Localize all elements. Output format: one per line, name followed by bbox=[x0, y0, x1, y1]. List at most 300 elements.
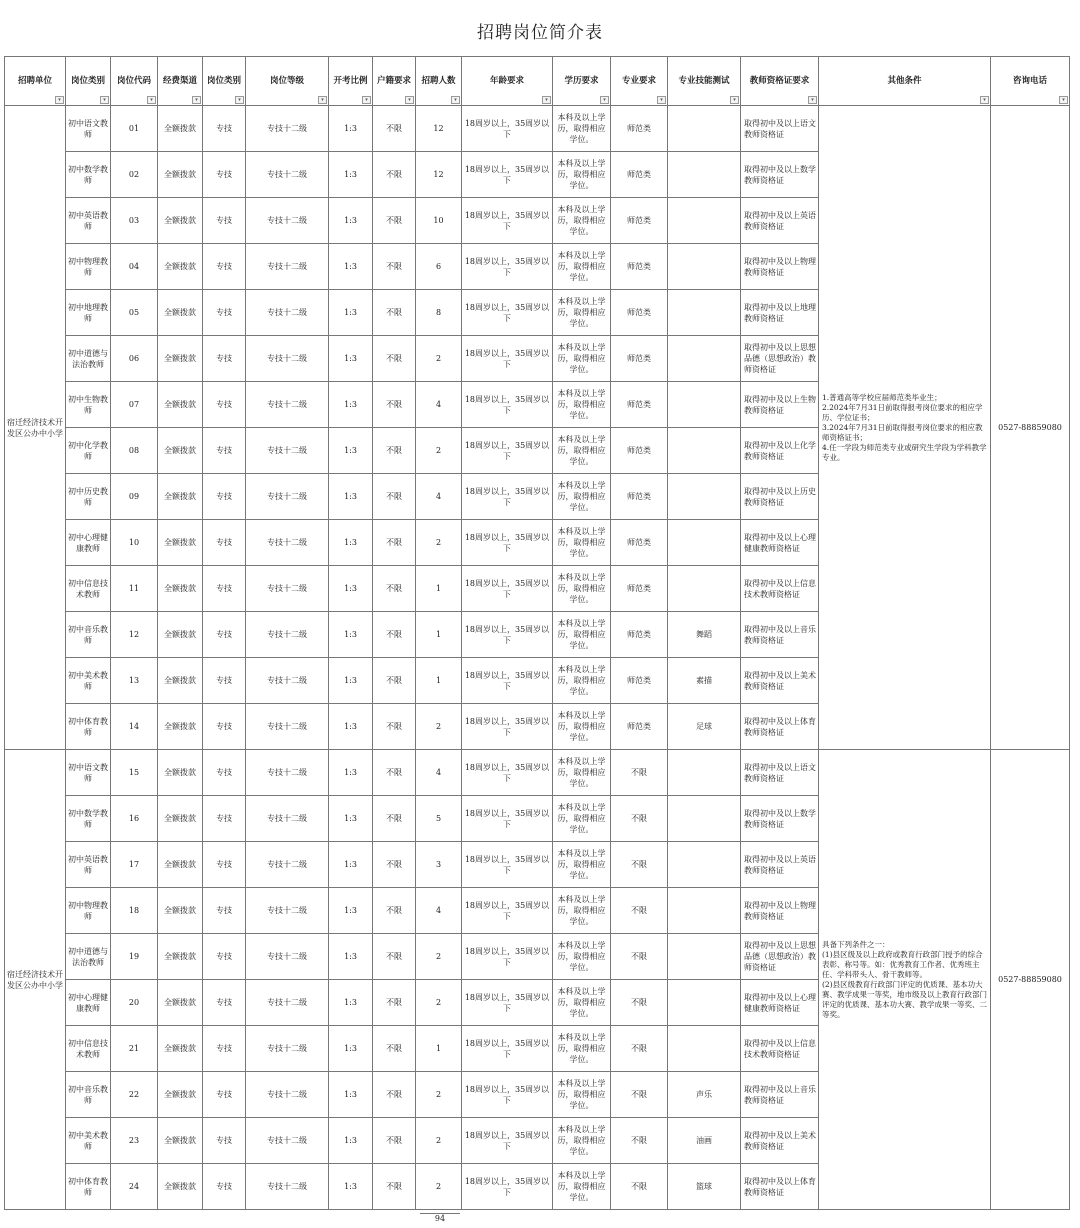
recruitment-table bbox=[4, 56, 1070, 1210]
certificate-cell: 取得初中及以上体育教师资格证 bbox=[741, 1164, 819, 1210]
exam-ratio-cell: 1:3 bbox=[329, 750, 373, 796]
education-cell: 本科及以上学历，取得相应学位。 bbox=[553, 382, 611, 428]
major-cell: 不限 bbox=[611, 980, 668, 1026]
col-header[interactable]: 户籍要求 ▾ bbox=[373, 57, 416, 106]
exam-ratio-cell: 1:3 bbox=[329, 934, 373, 980]
exam-ratio-cell: 1:3 bbox=[329, 1026, 373, 1072]
education-cell: 本科及以上学历，取得相应学位。 bbox=[553, 198, 611, 244]
phone-cell: 0527-88859080 bbox=[991, 750, 1070, 1210]
huji-cell: 不限 bbox=[373, 198, 416, 244]
exam-ratio-cell: 1:3 bbox=[329, 1072, 373, 1118]
post-type-cell: 专技 bbox=[203, 474, 246, 520]
post-type-cell: 专技 bbox=[203, 980, 246, 1026]
headcount-cell: 5 bbox=[416, 796, 462, 842]
post-level-cell: 专技十二级 bbox=[246, 382, 329, 428]
headcount-cell: 2 bbox=[416, 1164, 462, 1210]
major-cell: 师范类 bbox=[611, 290, 668, 336]
huji-cell: 不限 bbox=[373, 106, 416, 152]
post-level-cell: 专技十二级 bbox=[246, 796, 329, 842]
post-name-cell: 初中音乐教师 bbox=[66, 612, 111, 658]
post-level-cell: 专技十二级 bbox=[246, 520, 329, 566]
exam-ratio-cell: 1:3 bbox=[329, 566, 373, 612]
post-name-cell: 初中数学教师 bbox=[66, 152, 111, 198]
funding-cell: 全额拨款 bbox=[158, 750, 203, 796]
col-header[interactable]: 其他条件 ▾ bbox=[819, 57, 991, 106]
post-code-cell: 17 bbox=[111, 842, 158, 888]
exam-ratio-cell: 1:3 bbox=[329, 658, 373, 704]
headcount-cell: 6 bbox=[416, 244, 462, 290]
post-level-cell: 专技十二级 bbox=[246, 612, 329, 658]
certificate-cell: 取得初中及以上英语教师资格证 bbox=[741, 198, 819, 244]
education-cell: 本科及以上学历，取得相应学位。 bbox=[553, 1164, 611, 1210]
major-cell: 师范类 bbox=[611, 474, 668, 520]
post-type-cell: 专技 bbox=[203, 566, 246, 612]
skill-test-cell bbox=[668, 842, 741, 888]
funding-cell: 全额拨款 bbox=[158, 244, 203, 290]
exam-ratio-cell: 1:3 bbox=[329, 336, 373, 382]
post-code-cell: 19 bbox=[111, 934, 158, 980]
post-level-cell: 专技十二级 bbox=[246, 198, 329, 244]
skill-test-cell bbox=[668, 198, 741, 244]
skill-test-cell bbox=[668, 428, 741, 474]
unit-cell: 宿迁经济技术开发区公办中小学 bbox=[5, 106, 66, 750]
filter-dropdown-icon[interactable]: ▾ bbox=[318, 96, 327, 104]
funding-cell: 全额拨款 bbox=[158, 152, 203, 198]
post-code-cell: 10 bbox=[111, 520, 158, 566]
age-cell: 18周岁以上，35周岁以下 bbox=[462, 1026, 553, 1072]
headcount-cell: 12 bbox=[416, 106, 462, 152]
post-code-cell: 05 bbox=[111, 290, 158, 336]
major-cell: 师范类 bbox=[611, 244, 668, 290]
post-code-cell: 15 bbox=[111, 750, 158, 796]
header-row bbox=[5, 57, 1070, 106]
age-cell: 18周岁以上，35周岁以下 bbox=[462, 658, 553, 704]
age-cell: 18周岁以上，35周岁以下 bbox=[462, 1072, 553, 1118]
age-cell: 18周岁以上，35周岁以下 bbox=[462, 704, 553, 750]
post-code-cell: 23 bbox=[111, 1118, 158, 1164]
huji-cell: 不限 bbox=[373, 1026, 416, 1072]
skill-test-cell: 素描 bbox=[668, 658, 741, 704]
post-code-cell: 06 bbox=[111, 336, 158, 382]
skill-test-cell bbox=[668, 244, 741, 290]
col-header[interactable]: 专业要求 ▾ bbox=[611, 57, 668, 106]
skill-test-cell bbox=[668, 152, 741, 198]
filter-dropdown-icon[interactable]: ▾ bbox=[600, 96, 609, 104]
post-code-cell: 18 bbox=[111, 888, 158, 934]
headcount-cell: 4 bbox=[416, 474, 462, 520]
funding-cell: 全额拨款 bbox=[158, 336, 203, 382]
education-cell: 本科及以上学历，取得相应学位。 bbox=[553, 934, 611, 980]
headcount-cell: 2 bbox=[416, 980, 462, 1026]
filter-dropdown-icon[interactable]: ▾ bbox=[100, 96, 109, 104]
col-header[interactable]: 招聘人数 ▾ bbox=[416, 57, 462, 106]
post-name-cell: 初中语文教师 bbox=[66, 750, 111, 796]
headcount-cell: 4 bbox=[416, 382, 462, 428]
post-code-cell: 03 bbox=[111, 198, 158, 244]
headcount-cell: 2 bbox=[416, 428, 462, 474]
post-type-cell: 专技 bbox=[203, 842, 246, 888]
headcount-cell: 1 bbox=[416, 612, 462, 658]
table-row[interactable] bbox=[5, 750, 1070, 796]
huji-cell: 不限 bbox=[373, 428, 416, 474]
post-level-cell: 专技十二级 bbox=[246, 566, 329, 612]
certificate-cell: 取得初中及以上生物教师资格证 bbox=[741, 382, 819, 428]
post-type-cell: 专技 bbox=[203, 290, 246, 336]
post-code-cell: 12 bbox=[111, 612, 158, 658]
headcount-cell: 2 bbox=[416, 1072, 462, 1118]
funding-cell: 全额拨款 bbox=[158, 106, 203, 152]
exam-ratio-cell: 1:3 bbox=[329, 612, 373, 658]
education-cell: 本科及以上学历，取得相应学位。 bbox=[553, 290, 611, 336]
post-name-cell: 初中生物教师 bbox=[66, 382, 111, 428]
col-header[interactable]: 招聘单位 ▾ bbox=[5, 57, 66, 106]
post-type-cell: 专技 bbox=[203, 106, 246, 152]
exam-ratio-cell: 1:3 bbox=[329, 106, 373, 152]
skill-test-cell: 声乐 bbox=[668, 1072, 741, 1118]
age-cell: 18周岁以上，35周岁以下 bbox=[462, 1164, 553, 1210]
age-cell: 18周岁以上，35周岁以下 bbox=[462, 474, 553, 520]
post-name-cell: 初中历史教师 bbox=[66, 474, 111, 520]
post-level-cell: 专技十二级 bbox=[246, 934, 329, 980]
filter-dropdown-icon[interactable]: ▾ bbox=[405, 96, 414, 104]
education-cell: 本科及以上学历，取得相应学位。 bbox=[553, 658, 611, 704]
skill-test-cell bbox=[668, 1026, 741, 1072]
major-cell: 不限 bbox=[611, 1164, 668, 1210]
headcount-cell: 2 bbox=[416, 336, 462, 382]
education-cell: 本科及以上学历，取得相应学位。 bbox=[553, 152, 611, 198]
education-cell: 本科及以上学历，取得相应学位。 bbox=[553, 980, 611, 1026]
huji-cell: 不限 bbox=[373, 888, 416, 934]
post-type-cell: 专技 bbox=[203, 612, 246, 658]
post-level-cell: 专技十二级 bbox=[246, 1164, 329, 1210]
headcount-cell: 8 bbox=[416, 290, 462, 336]
col-header[interactable]: 年龄要求 ▾ bbox=[462, 57, 553, 106]
col-header[interactable]: 岗位类别 ▾ bbox=[203, 57, 246, 106]
education-cell: 本科及以上学历，取得相应学位。 bbox=[553, 750, 611, 796]
funding-cell: 全额拨款 bbox=[158, 842, 203, 888]
col-header[interactable]: 专业技能测试 ▾ bbox=[668, 57, 741, 106]
funding-cell: 全额拨款 bbox=[158, 290, 203, 336]
exam-ratio-cell: 1:3 bbox=[329, 704, 373, 750]
certificate-cell: 取得初中及以上音乐教师资格证 bbox=[741, 1072, 819, 1118]
huji-cell: 不限 bbox=[373, 750, 416, 796]
post-name-cell: 初中地理教师 bbox=[66, 290, 111, 336]
huji-cell: 不限 bbox=[373, 520, 416, 566]
filter-dropdown-icon[interactable]: ▾ bbox=[362, 96, 371, 104]
post-name-cell: 初中英语教师 bbox=[66, 842, 111, 888]
funding-cell: 全额拨款 bbox=[158, 658, 203, 704]
funding-cell: 全额拨款 bbox=[158, 382, 203, 428]
exam-ratio-cell: 1:3 bbox=[329, 796, 373, 842]
filter-dropdown-icon[interactable]: ▾ bbox=[235, 96, 244, 104]
skill-test-cell bbox=[668, 520, 741, 566]
skill-test-cell bbox=[668, 336, 741, 382]
headcount-cell: 10 bbox=[416, 198, 462, 244]
certificate-cell: 取得初中及以上化学教师资格证 bbox=[741, 428, 819, 474]
certificate-cell: 取得初中及以上语文教师资格证 bbox=[741, 750, 819, 796]
post-level-cell: 专技十二级 bbox=[246, 428, 329, 474]
skill-test-cell bbox=[668, 106, 741, 152]
huji-cell: 不限 bbox=[373, 934, 416, 980]
headcount-cell: 1 bbox=[416, 658, 462, 704]
post-code-cell: 02 bbox=[111, 152, 158, 198]
post-name-cell: 初中美术教师 bbox=[66, 1118, 111, 1164]
huji-cell: 不限 bbox=[373, 152, 416, 198]
huji-cell: 不限 bbox=[373, 704, 416, 750]
certificate-cell: 取得初中及以上思想品德（思想政治）教师资格证 bbox=[741, 934, 819, 980]
huji-cell: 不限 bbox=[373, 382, 416, 428]
age-cell: 18周岁以上，35周岁以下 bbox=[462, 934, 553, 980]
post-level-cell: 专技十二级 bbox=[246, 704, 329, 750]
post-level-cell: 专技十二级 bbox=[246, 106, 329, 152]
post-level-cell: 专技十二级 bbox=[246, 152, 329, 198]
headcount-cell: 2 bbox=[416, 520, 462, 566]
post-code-cell: 24 bbox=[111, 1164, 158, 1210]
post-name-cell: 初中化学教师 bbox=[66, 428, 111, 474]
col-header[interactable]: 学历要求 ▾ bbox=[553, 57, 611, 106]
col-header[interactable]: 岗位等级 ▾ bbox=[246, 57, 329, 106]
funding-cell: 全额拨款 bbox=[158, 888, 203, 934]
education-cell: 本科及以上学历，取得相应学位。 bbox=[553, 796, 611, 842]
post-type-cell: 专技 bbox=[203, 704, 246, 750]
exam-ratio-cell: 1:3 bbox=[329, 1164, 373, 1210]
post-name-cell: 初中体育教师 bbox=[66, 704, 111, 750]
huji-cell: 不限 bbox=[373, 566, 416, 612]
post-code-cell: 20 bbox=[111, 980, 158, 1026]
exam-ratio-cell: 1:3 bbox=[329, 244, 373, 290]
education-cell: 本科及以上学历，取得相应学位。 bbox=[553, 888, 611, 934]
education-cell: 本科及以上学历，取得相应学位。 bbox=[553, 842, 611, 888]
major-cell: 师范类 bbox=[611, 704, 668, 750]
age-cell: 18周岁以上，35周岁以下 bbox=[462, 244, 553, 290]
headcount-cell: 4 bbox=[416, 750, 462, 796]
post-name-cell: 初中物理教师 bbox=[66, 888, 111, 934]
age-cell: 18周岁以上，35周岁以下 bbox=[462, 336, 553, 382]
post-type-cell: 专技 bbox=[203, 934, 246, 980]
post-name-cell: 初中数学教师 bbox=[66, 796, 111, 842]
certificate-cell: 取得初中及以上音乐教师资格证 bbox=[741, 612, 819, 658]
post-name-cell: 初中信息技术教师 bbox=[66, 566, 111, 612]
skill-test-cell bbox=[668, 566, 741, 612]
post-code-cell: 22 bbox=[111, 1072, 158, 1118]
post-type-cell: 专技 bbox=[203, 1026, 246, 1072]
funding-cell: 全额拨款 bbox=[158, 428, 203, 474]
certificate-cell: 取得初中及以上思想品德（思想政治）教师资格证 bbox=[741, 336, 819, 382]
huji-cell: 不限 bbox=[373, 1164, 416, 1210]
major-cell: 师范类 bbox=[611, 382, 668, 428]
certificate-cell: 取得初中及以上数学教师资格证 bbox=[741, 796, 819, 842]
major-cell: 师范类 bbox=[611, 566, 668, 612]
post-name-cell: 初中语文教师 bbox=[66, 106, 111, 152]
post-level-cell: 专技十二级 bbox=[246, 750, 329, 796]
post-code-cell: 11 bbox=[111, 566, 158, 612]
huji-cell: 不限 bbox=[373, 474, 416, 520]
skill-test-cell bbox=[668, 980, 741, 1026]
education-cell: 本科及以上学历，取得相应学位。 bbox=[553, 612, 611, 658]
headcount-cell: 1 bbox=[416, 566, 462, 612]
certificate-cell: 取得初中及以上信息技术教师资格证 bbox=[741, 1026, 819, 1072]
post-name-cell: 初中英语教师 bbox=[66, 198, 111, 244]
major-cell: 师范类 bbox=[611, 336, 668, 382]
age-cell: 18周岁以上，35周岁以下 bbox=[462, 520, 553, 566]
major-cell: 不限 bbox=[611, 796, 668, 842]
certificate-cell: 取得初中及以上英语教师资格证 bbox=[741, 842, 819, 888]
skill-test-cell: 足球 bbox=[668, 704, 741, 750]
post-level-cell: 专技十二级 bbox=[246, 842, 329, 888]
huji-cell: 不限 bbox=[373, 290, 416, 336]
major-cell: 师范类 bbox=[611, 520, 668, 566]
funding-cell: 全额拨款 bbox=[158, 1072, 203, 1118]
certificate-cell: 取得初中及以上心理健康教师资格证 bbox=[741, 980, 819, 1026]
post-name-cell: 初中信息技术教师 bbox=[66, 1026, 111, 1072]
post-type-cell: 专技 bbox=[203, 244, 246, 290]
filter-dropdown-icon[interactable]: ▾ bbox=[1059, 96, 1068, 104]
post-level-cell: 专技十二级 bbox=[246, 658, 329, 704]
major-cell: 师范类 bbox=[611, 612, 668, 658]
filter-dropdown-icon[interactable]: ▾ bbox=[657, 96, 666, 104]
post-level-cell: 专技十二级 bbox=[246, 244, 329, 290]
headcount-cell: 3 bbox=[416, 842, 462, 888]
age-cell: 18周岁以上，35周岁以下 bbox=[462, 382, 553, 428]
exam-ratio-cell: 1:3 bbox=[329, 382, 373, 428]
post-name-cell: 初中物理教师 bbox=[66, 244, 111, 290]
certificate-cell: 取得初中及以上语文教师资格证 bbox=[741, 106, 819, 152]
huji-cell: 不限 bbox=[373, 980, 416, 1026]
age-cell: 18周岁以上，35周岁以下 bbox=[462, 842, 553, 888]
headcount-cell: 4 bbox=[416, 888, 462, 934]
post-level-cell: 专技十二级 bbox=[246, 474, 329, 520]
page-number: 94 bbox=[420, 1213, 460, 1223]
education-cell: 本科及以上学历，取得相应学位。 bbox=[553, 704, 611, 750]
skill-test-cell bbox=[668, 796, 741, 842]
certificate-cell: 取得初中及以上心理健康教师资格证 bbox=[741, 520, 819, 566]
huji-cell: 不限 bbox=[373, 658, 416, 704]
funding-cell: 全额拨款 bbox=[158, 198, 203, 244]
exam-ratio-cell: 1:3 bbox=[329, 1118, 373, 1164]
certificate-cell: 取得初中及以上地理教师资格证 bbox=[741, 290, 819, 336]
exam-ratio-cell: 1:3 bbox=[329, 290, 373, 336]
major-cell: 不限 bbox=[611, 1026, 668, 1072]
education-cell: 本科及以上学历，取得相应学位。 bbox=[553, 336, 611, 382]
exam-ratio-cell: 1:3 bbox=[329, 152, 373, 198]
filter-dropdown-icon[interactable]: ▾ bbox=[808, 96, 817, 104]
post-code-cell: 04 bbox=[111, 244, 158, 290]
other-conditions-cell: 1.普通高等学校应届师范类毕业生； 2.2024年7月31日前取得报考岗位要求的相应学历、学位证书； 3.2024年7月31日前取得报考岗位要求的相应教师资格证书； 4.任一学段为师范类专业或研究生学段为学科教学专业。 bbox=[819, 106, 991, 750]
col-header[interactable]: 咨询电话 ▾ bbox=[991, 57, 1070, 106]
certificate-cell: 取得初中及以上美术教师资格证 bbox=[741, 658, 819, 704]
post-level-cell: 专技十二级 bbox=[246, 1118, 329, 1164]
age-cell: 18周岁以上，35周岁以下 bbox=[462, 152, 553, 198]
certificate-cell: 取得初中及以上信息技术教师资格证 bbox=[741, 566, 819, 612]
post-level-cell: 专技十二级 bbox=[246, 1072, 329, 1118]
education-cell: 本科及以上学历，取得相应学位。 bbox=[553, 1026, 611, 1072]
exam-ratio-cell: 1:3 bbox=[329, 842, 373, 888]
col-header[interactable]: 经费渠道 ▾ bbox=[158, 57, 203, 106]
major-cell: 不限 bbox=[611, 1072, 668, 1118]
huji-cell: 不限 bbox=[373, 336, 416, 382]
age-cell: 18周岁以上，35周岁以下 bbox=[462, 198, 553, 244]
post-name-cell: 初中体育教师 bbox=[66, 1164, 111, 1210]
page-title: 招聘岗位简介表 bbox=[477, 23, 603, 43]
post-type-cell: 专技 bbox=[203, 888, 246, 934]
post-code-cell: 09 bbox=[111, 474, 158, 520]
age-cell: 18周岁以上，35周岁以下 bbox=[462, 106, 553, 152]
filter-dropdown-icon[interactable]: ▾ bbox=[451, 96, 460, 104]
education-cell: 本科及以上学历，取得相应学位。 bbox=[553, 428, 611, 474]
post-type-cell: 专技 bbox=[203, 382, 246, 428]
education-cell: 本科及以上学历，取得相应学位。 bbox=[553, 474, 611, 520]
headcount-cell: 2 bbox=[416, 934, 462, 980]
post-level-cell: 专技十二级 bbox=[246, 888, 329, 934]
filter-dropdown-icon[interactable]: ▾ bbox=[542, 96, 551, 104]
post-type-cell: 专技 bbox=[203, 796, 246, 842]
filter-dropdown-icon[interactable]: ▾ bbox=[192, 96, 201, 104]
col-header[interactable]: 教师资格证要求 ▾ bbox=[741, 57, 819, 106]
exam-ratio-cell: 1:3 bbox=[329, 198, 373, 244]
col-header[interactable]: 岗位代码 ▾ bbox=[111, 57, 158, 106]
post-name-cell: 初中道德与法治教师 bbox=[66, 336, 111, 382]
exam-ratio-cell: 1:3 bbox=[329, 474, 373, 520]
major-cell: 师范类 bbox=[611, 428, 668, 474]
major-cell: 师范类 bbox=[611, 152, 668, 198]
exam-ratio-cell: 1:3 bbox=[329, 520, 373, 566]
skill-test-cell bbox=[668, 888, 741, 934]
filter-dropdown-icon[interactable]: ▾ bbox=[980, 96, 989, 104]
major-cell: 师范类 bbox=[611, 106, 668, 152]
age-cell: 18周岁以上，35周岁以下 bbox=[462, 888, 553, 934]
funding-cell: 全额拨款 bbox=[158, 612, 203, 658]
skill-test-cell: 舞蹈 bbox=[668, 612, 741, 658]
post-level-cell: 专技十二级 bbox=[246, 1026, 329, 1072]
huji-cell: 不限 bbox=[373, 842, 416, 888]
skill-test-cell bbox=[668, 934, 741, 980]
certificate-cell: 取得初中及以上历史教师资格证 bbox=[741, 474, 819, 520]
funding-cell: 全额拨款 bbox=[158, 934, 203, 980]
major-cell: 不限 bbox=[611, 1118, 668, 1164]
post-type-cell: 专技 bbox=[203, 428, 246, 474]
age-cell: 18周岁以上，35周岁以下 bbox=[462, 428, 553, 474]
funding-cell: 全额拨款 bbox=[158, 1118, 203, 1164]
filter-dropdown-icon[interactable]: ▾ bbox=[147, 96, 156, 104]
skill-test-cell: 篮球 bbox=[668, 1164, 741, 1210]
post-type-cell: 专技 bbox=[203, 198, 246, 244]
skill-test-cell bbox=[668, 382, 741, 428]
funding-cell: 全额拨款 bbox=[158, 1026, 203, 1072]
headcount-cell: 2 bbox=[416, 704, 462, 750]
table-row[interactable] bbox=[5, 106, 1070, 152]
education-cell: 本科及以上学历，取得相应学位。 bbox=[553, 244, 611, 290]
post-code-cell: 13 bbox=[111, 658, 158, 704]
major-cell: 不限 bbox=[611, 888, 668, 934]
skill-test-cell bbox=[668, 474, 741, 520]
filter-dropdown-icon[interactable]: ▾ bbox=[55, 96, 64, 104]
post-level-cell: 专技十二级 bbox=[246, 980, 329, 1026]
post-code-cell: 08 bbox=[111, 428, 158, 474]
filter-dropdown-icon[interactable]: ▾ bbox=[730, 96, 739, 104]
unit-cell: 宿迁经济技术开发区公办中小学 bbox=[5, 750, 66, 1210]
post-type-cell: 专技 bbox=[203, 152, 246, 198]
certificate-cell: 取得初中及以上体育教师资格证 bbox=[741, 704, 819, 750]
col-header[interactable]: 岗位类别 ▾ bbox=[66, 57, 111, 106]
post-type-cell: 专技 bbox=[203, 520, 246, 566]
post-level-cell: 专技十二级 bbox=[246, 336, 329, 382]
education-cell: 本科及以上学历，取得相应学位。 bbox=[553, 520, 611, 566]
funding-cell: 全额拨款 bbox=[158, 520, 203, 566]
col-header[interactable]: 开考比例 ▾ bbox=[329, 57, 373, 106]
phone-cell: 0527-88859080 bbox=[991, 106, 1070, 750]
major-cell: 不限 bbox=[611, 842, 668, 888]
funding-cell: 全额拨款 bbox=[158, 796, 203, 842]
